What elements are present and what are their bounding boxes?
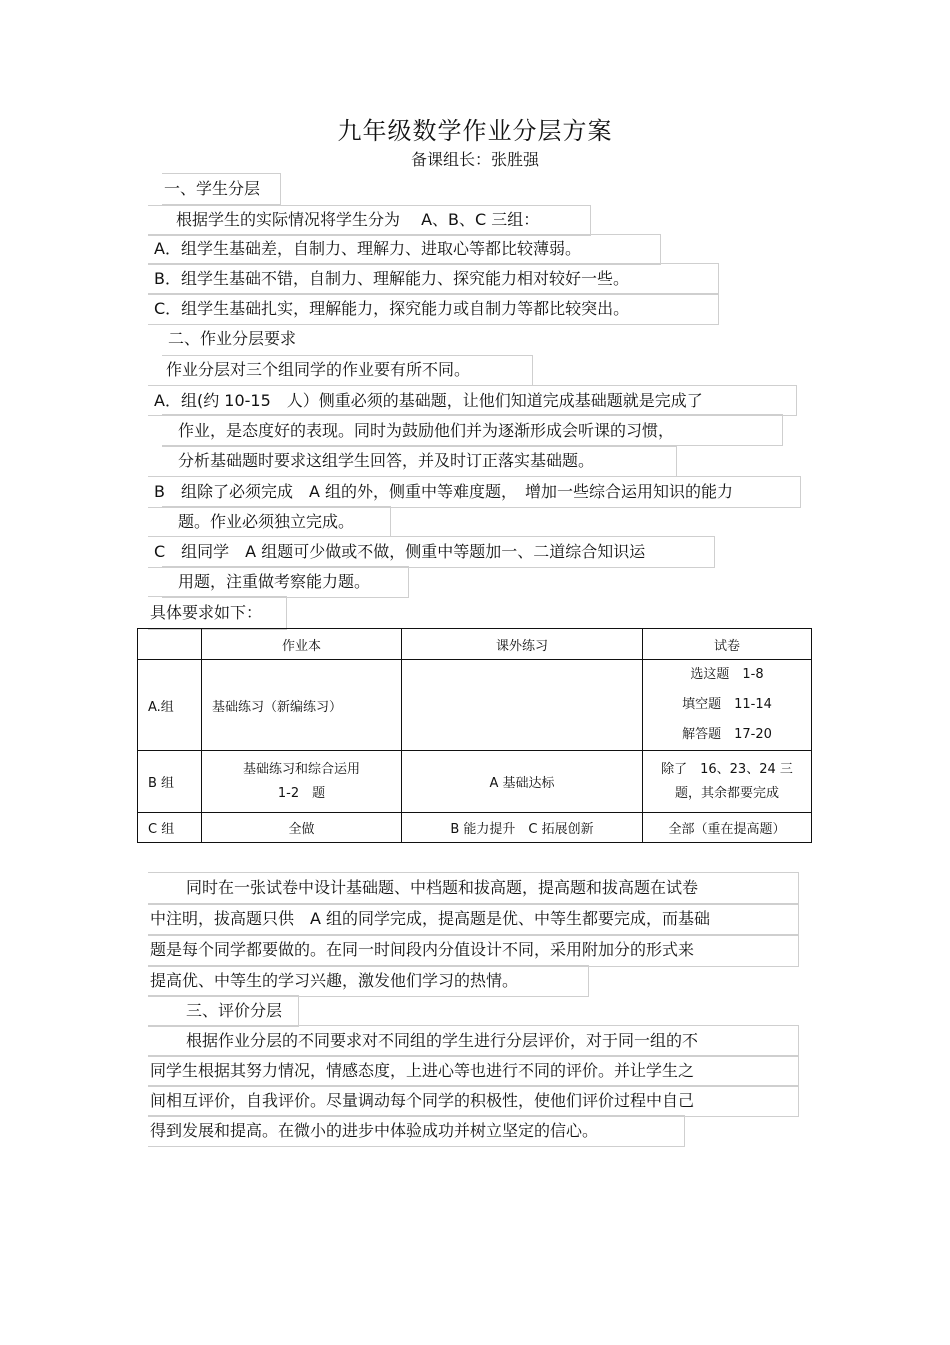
table-cell: A 基础达标: [402, 751, 643, 813]
table-header-cell: 试卷: [643, 629, 812, 660]
table-cell-group: A.组: [138, 660, 202, 751]
table-row: [138, 660, 812, 751]
paragraph-line: 提高优、中等生的学习兴趣，激发他们学习的热情。: [150, 971, 519, 990]
paragraph-line: 题是每个同学都要做的。在同一时间段内分值设计不同，采用附加分的形式来: [150, 940, 695, 959]
section-heading: 二、作业分层要求: [168, 329, 297, 348]
table-cell: B 能力提升 C 拓展创新: [402, 813, 643, 843]
paragraph-line: C．组学生基础扎实，理解能力，探究能力或自制力等都比较突出。: [154, 299, 630, 318]
table-row: [138, 813, 812, 843]
cell-line: 除了 16、23、24 三: [661, 761, 793, 777]
paragraph-line: 中注明，拔高题只供 A 组的同学完成，提高题是优、中等生都要完成，而基础: [150, 909, 711, 928]
table-header-row: [138, 629, 812, 660]
paragraph-line: B 组除了必须完成 A 组的外，侧重中等难度题， 增加一些综合运用知识的能力: [154, 482, 734, 501]
section-heading: 三、评价分层: [186, 1001, 283, 1020]
paragraph-line: B．组学生基础不错，自制力、理解能力、探究能力相对较好一些。: [154, 269, 629, 288]
paragraph-line: A．组学生基础差，自制力、理解力、进取心等都比较薄弱。: [154, 239, 581, 258]
document-title: 九年级数学作业分层方案: [337, 117, 613, 145]
paragraph-line: 作业，是态度好的表现。同时为鼓励他们并为逐渐形成会听课的习惯，: [178, 421, 675, 440]
paragraph-line: 具体要求如下：: [150, 603, 263, 622]
paragraph-line: 得到发展和提高。在微小的进步中体验成功并树立坚定的信心。: [150, 1121, 599, 1140]
requirements-table: [137, 628, 812, 843]
cell-line: 基础练习和综合运用: [242, 761, 360, 777]
table-cell: [643, 751, 812, 813]
table-cell: 基础练习（新编练习）: [202, 660, 402, 751]
table-cell: [643, 660, 812, 751]
paragraph-line: C 组同学 A 组题可少做或不做，侧重中等题加一、二道综合知识运: [154, 542, 646, 561]
table-cell: 全做: [202, 813, 402, 843]
paragraph-line: 同学生根据其努力情况，情感态度，上进心等也进行不同的评价。并让学生之: [150, 1061, 695, 1080]
cell-line: 1-2 题: [277, 785, 326, 801]
table-cell: [202, 751, 402, 813]
table-cell: 全部（重在提高题）: [643, 813, 812, 843]
paragraph-line: 分析基础题时要求这组学生回答，并及时订正落实基础题。: [178, 451, 595, 470]
paragraph-line: 用题，注重做考察能力题。: [178, 572, 371, 591]
table-cell-group: C 组: [138, 813, 202, 843]
table-cell: [402, 660, 643, 751]
section-heading: 一、学生分层: [164, 179, 261, 198]
cell-line: 解答题 17-20: [682, 727, 772, 742]
paragraph-line: 间相互评价，自我评价。尽量调动每个同学的积极性，使他们评价过程中自己: [150, 1091, 695, 1110]
paragraph-line: 作业分层对三个组同学的作业要有所不同。: [166, 360, 471, 379]
cell-line: 题，其余都要完成: [674, 785, 779, 801]
cell-line: 填空题 11-14: [682, 697, 772, 712]
paragraph-line: 题。作业必须独立完成。: [178, 512, 355, 531]
paragraph-line: 同时在一张试卷中设计基础题、中档题和拔高题，提高题和拔高题在试卷: [186, 878, 699, 897]
table-header-cell: 作业本: [202, 629, 402, 660]
table-cell-group: B 组: [138, 751, 202, 813]
cell-line: 选这题 1-8: [690, 667, 764, 682]
paragraph-line: A．组(约 10-15 人）侧重必须的基础题，让他们知道完成基础题就是完成了: [154, 391, 703, 410]
paragraph-line: 根据作业分层的不同要求对不同组的学生进行分层评价，对于同一组的不: [186, 1031, 699, 1050]
table-header-cell: [138, 629, 202, 660]
table-row: [138, 751, 812, 813]
table-header-cell: 课外练习: [402, 629, 643, 660]
paragraph-line: 根据学生的实际情况将学生分为 A、B、C 三组：: [176, 210, 540, 229]
author-line: 备课组长：张胜强: [410, 150, 539, 169]
